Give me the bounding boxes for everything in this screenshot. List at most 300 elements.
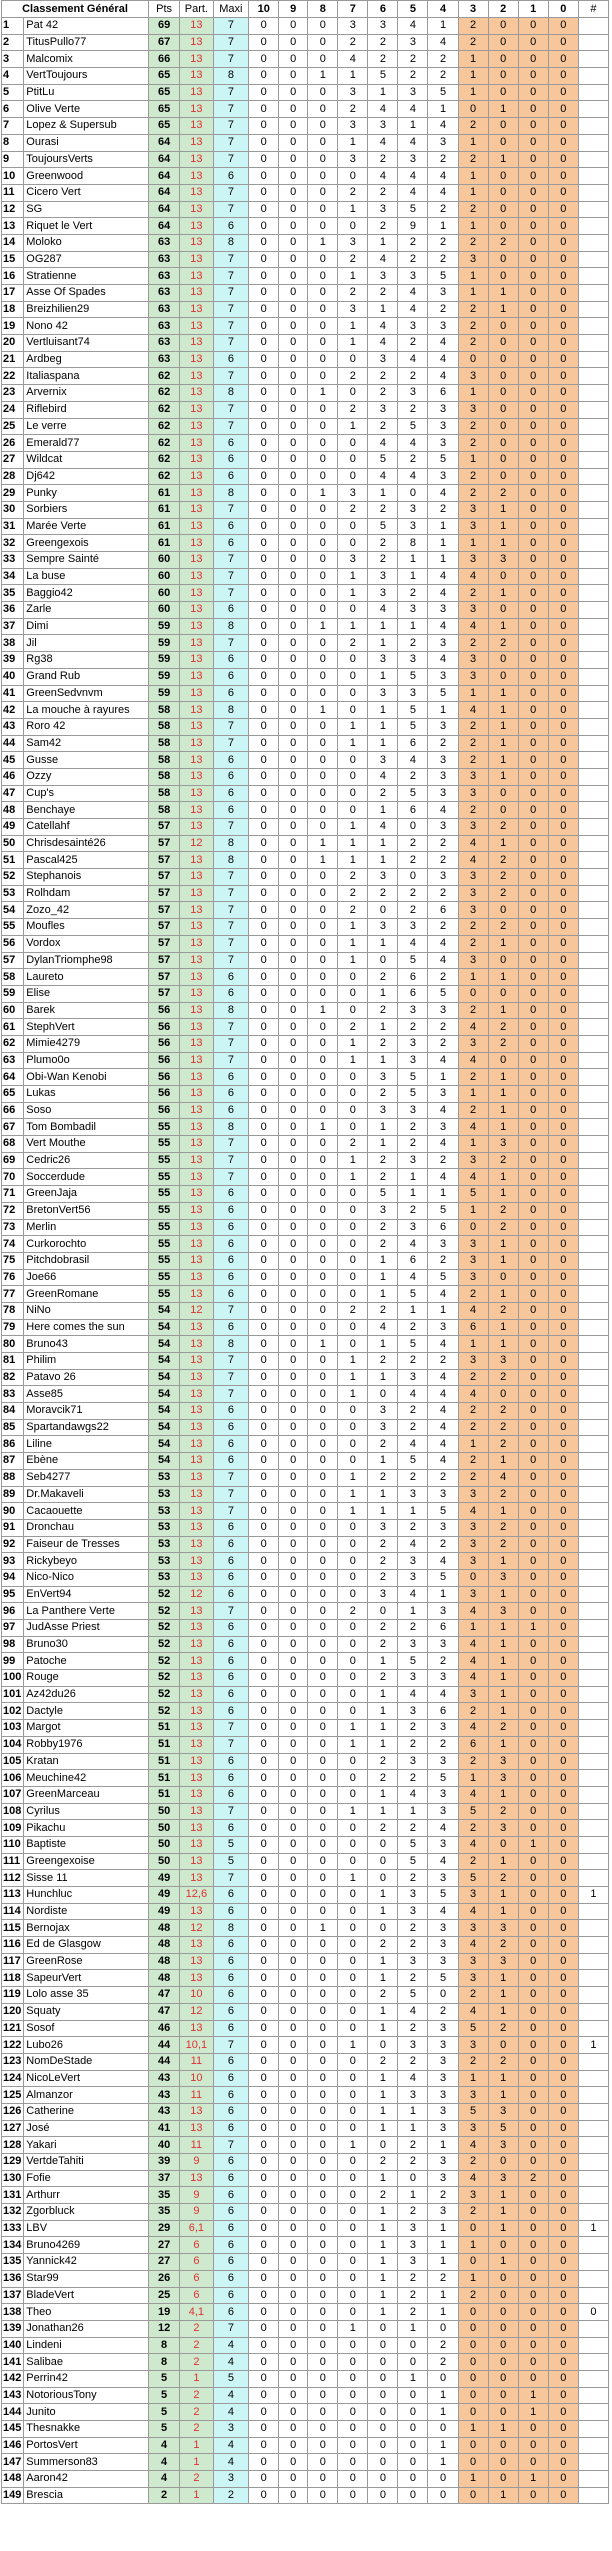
hash-cell [578,518,608,535]
score-5-cell: 3 [398,1486,428,1503]
name-cell: Dimi [24,618,149,635]
score-2-cell: 1 [488,1586,518,1603]
score-7-cell: 0 [338,2003,368,2020]
score-7-cell: 0 [338,1186,368,1203]
participations-cell: 1 [180,2487,213,2504]
hash-cell: 1 [578,2220,608,2237]
score-8-cell: 0 [308,2120,338,2137]
hash-cell [578,1086,608,1103]
score-8-cell: 0 [308,1569,338,1586]
name-cell: Gusse [24,752,149,769]
maxi-cell: 7 [213,1386,249,1403]
score-10-cell: 0 [249,2137,279,2154]
table-row [2,2053,609,2070]
score-1-cell: 0 [518,2421,548,2438]
rank-cell: 130 [2,2170,24,2187]
score-2-cell: 3 [488,1603,518,1620]
score-6-cell: 2 [368,885,398,902]
hash-cell [578,1302,608,1319]
score-4-cell: 4 [428,1386,458,1403]
score-0-cell: 0 [548,2220,578,2237]
score-8-cell: 0 [308,1653,338,1670]
maxi-cell: 7 [213,718,249,735]
maxi-cell: 6 [213,2087,249,2104]
score-5-cell: 2 [398,68,428,85]
score-4-cell: 4 [428,1369,458,1386]
name-cell: NiNo [24,1302,149,1319]
score-7-cell: 1 [338,1870,368,1887]
score-0-cell: 0 [548,151,578,168]
score-0-cell: 0 [548,1119,578,1136]
score-7-cell: 1 [338,134,368,151]
rank-cell: 125 [2,2087,24,2104]
table-row [2,385,609,402]
score-5-cell: 4 [398,101,428,118]
score-2-cell: 1 [488,835,518,852]
maxi-cell: 4 [213,2454,249,2471]
score-2-cell: 1 [488,1686,518,1703]
name-cell: Zarle [24,602,149,619]
score-9-cell: 0 [279,1836,308,1853]
name-cell: NotoriousTony [24,2387,149,2404]
score-3-cell: 0 [458,985,488,1002]
score-0-cell: 0 [548,51,578,68]
score-5-cell: 2 [398,251,428,268]
participations-cell: 13 [180,234,213,251]
score-1-cell: 0 [518,1803,548,1820]
hash-cell [578,668,608,685]
score-10-cell: 0 [249,2170,279,2187]
name-cell: Le verre [24,418,149,435]
maxi-cell: 6 [213,535,249,552]
table-row [2,1887,609,1904]
score-10-cell: 0 [249,1686,279,1703]
score-8-cell: 0 [308,268,338,285]
participations-cell: 13 [180,652,213,669]
score-0-cell: 0 [548,134,578,151]
score-9-cell: 0 [279,151,308,168]
score-4-cell: 3 [428,1236,458,1253]
score-8-cell: 0 [308,1186,338,1203]
name-cell: Brescia [24,2487,149,2504]
participations-cell: 10 [180,1987,213,2004]
score-8-cell: 0 [308,1019,338,1036]
score-0-cell: 0 [548,1436,578,1453]
score-9-cell: 0 [279,501,308,518]
points-cell: 59 [149,652,180,669]
score-8-cell: 0 [308,1353,338,1370]
score-8-cell: 0 [308,2304,338,2321]
score-7-cell: 0 [338,2304,368,2321]
rank-cell: 38 [2,635,24,652]
score-3-cell: 4 [458,1836,488,1853]
hash-cell [578,34,608,51]
score-5-cell: 2 [398,1403,428,1420]
participations-cell: 13 [180,518,213,535]
name-cell: VertToujours [24,68,149,85]
score-7-cell: 1 [338,819,368,836]
score-3-cell: 2 [458,1419,488,1436]
table-row [2,602,609,619]
score-9-cell: 0 [279,368,308,385]
score-4-cell: 1 [428,2404,458,2421]
table-row [2,1953,609,1970]
score-0-cell: 0 [548,1353,578,1370]
score-2-cell: 0 [488,568,518,585]
score-3-cell: 3 [458,1152,488,1169]
hash-cell [578,2053,608,2070]
table-row [2,2087,609,2104]
score-4-cell: 4 [428,568,458,585]
score-9-cell: 0 [279,451,308,468]
score-5-cell: 1 [398,552,428,569]
name-cell: PortosVert [24,2437,149,2454]
maxi-cell: 7 [213,1469,249,1486]
score-1-cell: 0 [518,1987,548,2004]
points-cell: 46 [149,2020,180,2037]
rank-cell: 24 [2,401,24,418]
rank-cell: 94 [2,1569,24,1586]
score-8-cell: 0 [308,1770,338,1787]
score-10-cell: 0 [249,819,279,836]
maxi-cell: 7 [213,2320,249,2337]
points-cell: 39 [149,2154,180,2171]
score-5-cell: 2 [398,1136,428,1153]
participations-cell: 13 [180,802,213,819]
score-10-cell: 0 [249,835,279,852]
table-row [2,835,609,852]
score-0-cell: 0 [548,718,578,735]
name-cell: Breizhilien29 [24,301,149,318]
score-4-cell: 4 [428,335,458,352]
score-2-cell: 2 [488,1035,518,1052]
maxi-cell: 6 [213,1636,249,1653]
participations-cell: 13 [180,1353,213,1370]
score-10-cell: 0 [249,2204,279,2221]
score-8-cell: 0 [308,285,338,302]
score-2-cell: 1 [488,585,518,602]
points-cell: 43 [149,2103,180,2120]
score-6-cell: 0 [368,1853,398,1870]
rank-cell: 9 [2,151,24,168]
table-row [2,401,609,418]
rank-cell: 75 [2,1252,24,1269]
score-9-cell: 0 [279,1236,308,1253]
score-10-cell: 0 [249,2020,279,2037]
table-row [2,768,609,785]
table-row [2,752,609,769]
score-5-cell: 5 [398,702,428,719]
participations-cell: 13 [180,1169,213,1186]
score-10-cell: 0 [249,919,279,936]
score-9-cell: 0 [279,1386,308,1403]
score-7-cell: 0 [338,1453,368,1470]
score-8-cell: 0 [308,151,338,168]
score-10-cell: 0 [249,2087,279,2104]
participations-cell: 13 [180,1336,213,1353]
score-2-cell: 3 [488,2170,518,2187]
score-0-cell: 0 [548,368,578,385]
score-5-cell: 2 [398,635,428,652]
score-0-cell: 0 [548,251,578,268]
score-2-cell: 2 [488,1519,518,1536]
score-2-cell: 2 [488,852,518,869]
score-5-cell: 1 [398,1503,428,1520]
score-6-cell: 1 [368,2120,398,2137]
score-7-cell: 0 [338,2220,368,2237]
hash-cell [578,2487,608,2504]
score-9-cell: 0 [279,351,308,368]
rank-cell: 42 [2,702,24,719]
score-7-cell: 3 [338,552,368,569]
score-6-cell: 1 [368,2020,398,2037]
score-10-cell: 0 [249,2437,279,2454]
score-3-cell: 3 [458,2037,488,2054]
rank-cell: 78 [2,1302,24,1319]
score-3-cell: 3 [458,1236,488,1253]
participations-cell: 13 [180,1386,213,1403]
score-8-cell: 0 [308,2370,338,2387]
rank-cell: 39 [2,652,24,669]
score-3-cell: 4 [458,2003,488,2020]
score-1-cell: 0 [518,568,548,585]
hash-cell [578,1569,608,1586]
score-5-cell: 1 [398,1186,428,1203]
participations-cell: 13 [180,1720,213,1737]
score-3-cell: 4 [458,1720,488,1737]
score-9-cell: 0 [279,84,308,101]
score-8-cell: 0 [308,602,338,619]
score-2-cell: 1 [488,752,518,769]
score-7-cell: 0 [338,1770,368,1787]
participations-cell: 13 [180,1002,213,1019]
table-row [2,852,609,869]
points-cell: 64 [149,184,180,201]
score-7-cell: 0 [338,1820,368,1837]
score-10-cell: 0 [249,702,279,719]
hash-cell [578,685,608,702]
maxi-cell: 5 [213,2370,249,2387]
score-1-cell: 0 [518,1236,548,1253]
table-row [2,468,609,485]
hash-cell [578,1670,608,1687]
hash-cell [578,2154,608,2171]
score-2-cell: 0 [488,1052,518,1069]
rank-cell: 10 [2,168,24,185]
points-cell: 54 [149,1353,180,1370]
score-8-cell: 0 [308,568,338,585]
points-cell: 58 [149,768,180,785]
score-9-cell: 0 [279,2170,308,2187]
score-7-cell: 0 [338,1703,368,1720]
rank-cell: 55 [2,919,24,936]
score-2-cell: 0 [488,418,518,435]
rank-cell: 147 [2,2454,24,2471]
name-cell: Grand Rub [24,668,149,685]
score-5-cell: 4 [398,2070,428,2087]
name-cell: Mimie4279 [24,1035,149,1052]
participations-cell: 13 [180,1069,213,1086]
maxi-cell: 6 [213,1086,249,1103]
rank-cell: 104 [2,1736,24,1753]
score-0-cell: 0 [548,1252,578,1269]
score-10-cell: 0 [249,2103,279,2120]
table-row [2,1720,609,1737]
hash-cell [578,1519,608,1536]
score-7-cell: 1 [338,1052,368,1069]
maxi-cell: 3 [213,2421,249,2438]
score-10-cell: 0 [249,435,279,452]
score-0-cell: 0 [548,234,578,251]
score-10-cell: 0 [249,168,279,185]
participations-cell: 13 [180,585,213,602]
score-6-cell: 1 [368,835,398,852]
maxi-cell: 6 [213,1319,249,1336]
score-3-cell: 3 [458,1519,488,1536]
maxi-cell: 6 [213,752,249,769]
score-2-cell: 0 [488,652,518,669]
score-10-cell: 0 [249,2404,279,2421]
score-8-cell: 0 [308,1686,338,1703]
score-5-cell: 0 [398,2421,428,2438]
score-2-cell: 1 [488,1069,518,1086]
score-3-cell: 2 [458,2204,488,2221]
maxi-cell: 6 [213,1703,249,1720]
points-cell: 49 [149,1903,180,1920]
points-cell: 51 [149,1753,180,1770]
name-cell: Lolo asse 35 [24,1987,149,2004]
maxi-cell: 7 [213,885,249,902]
score-5-cell: 3 [398,2087,428,2104]
participations-cell: 11 [180,2087,213,2104]
name-cell: Lindeni [24,2337,149,2354]
score-3-cell: 2 [458,201,488,218]
score-5-cell: 4 [398,435,428,452]
score-8-cell: 1 [308,618,338,635]
score-4-cell: 3 [428,1119,458,1136]
score-8-cell: 0 [308,902,338,919]
score-2-cell: 2 [488,819,518,836]
table-row [2,268,609,285]
hash-cell [578,251,608,268]
table-row [2,1870,609,1887]
table-row [2,1403,609,1420]
table-row [2,2020,609,2037]
table-row [2,1770,609,1787]
score-9-cell: 0 [279,2137,308,2154]
participations-cell: 11 [180,2137,213,2154]
score-8-cell: 0 [308,2437,338,2454]
score-0-cell: 0 [548,1202,578,1219]
name-cell: Baggio42 [24,585,149,602]
maxi-cell: 4 [213,2337,249,2354]
score-5-cell: 1 [398,1803,428,1820]
score-8-cell: 0 [308,2487,338,2504]
maxi-cell: 7 [213,1369,249,1386]
score-0-cell: 0 [548,1302,578,1319]
score-9-cell: 0 [279,1753,308,1770]
score-7-cell: 0 [338,1953,368,1970]
points-cell: 55 [149,1219,180,1236]
score-8-cell: 0 [308,952,338,969]
hash-cell [578,418,608,435]
points-cell: 62 [149,401,180,418]
name-cell: VertdeTahiti [24,2154,149,2171]
name-cell: Nordiste [24,1903,149,1920]
participations-cell: 13 [180,1786,213,1803]
score-2-cell: 2 [488,1019,518,1036]
score-6-cell: 1 [368,2220,398,2237]
score-0-cell: 0 [548,1169,578,1186]
score-8-cell: 0 [308,2387,338,2404]
rank-cell: 50 [2,835,24,852]
score-10-cell: 0 [249,501,279,518]
table-row [2,1202,609,1219]
score-3-cell: 4 [458,2137,488,2154]
score-8-cell: 0 [308,2237,338,2254]
score-6-cell: 3 [368,752,398,769]
score-3-cell: 2 [458,1069,488,1086]
hash-cell [578,368,608,385]
rank-cell: 103 [2,1720,24,1737]
score-8-cell: 0 [308,168,338,185]
score-4-cell: 2 [428,151,458,168]
participations-cell: 13 [180,1136,213,1153]
score-6-cell: 2 [368,1302,398,1319]
name-cell: Tom Bombadil [24,1119,149,1136]
score-2-cell: 1 [488,935,518,952]
score-6-cell: 2 [368,1002,398,1019]
name-cell: Pikachu [24,1820,149,1837]
score-2-cell: 1 [488,101,518,118]
score-1-cell: 0 [518,2270,548,2287]
participations-cell: 2 [180,2354,213,2371]
score-1-cell: 0 [518,1269,548,1286]
rank-cell: 74 [2,1236,24,1253]
score-8-cell: 0 [308,2187,338,2204]
score-0-cell: 0 [548,2087,578,2104]
score-0-cell: 0 [548,1453,578,1470]
score-6-cell: 3 [368,919,398,936]
score-3-cell: 0 [458,2487,488,2504]
score-0-cell: 0 [548,1536,578,1553]
score-3-cell: 2 [458,2053,488,2070]
points-cell: 27 [149,2237,180,2254]
points-cell: 37 [149,2170,180,2187]
score-2-cell: 1 [488,1670,518,1687]
score-10-cell: 0 [249,852,279,869]
score-6-cell: 1 [368,735,398,752]
name-cell: Pitchdobrasil [24,1252,149,1269]
rank-cell: 101 [2,1686,24,1703]
score-6-cell: 0 [368,2320,398,2337]
participations-cell: 13 [180,1319,213,1336]
score-6-cell: 2 [368,1569,398,1586]
score-6-cell: 1 [368,1686,398,1703]
score-1-cell: 0 [518,2003,548,2020]
rank-cell: 43 [2,718,24,735]
score-10-cell: 0 [249,1953,279,1970]
rank-cell: 139 [2,2320,24,2337]
score-8-cell: 0 [308,1720,338,1737]
score-5-cell: 2 [398,1720,428,1737]
score-6-cell: 0 [368,2370,398,2387]
score-3-cell: 2 [458,418,488,435]
score-0-cell: 0 [548,1903,578,1920]
score-7-cell: 0 [338,2020,368,2037]
score-3-cell: 3 [458,1536,488,1553]
score-6-cell: 0 [368,2421,398,2438]
